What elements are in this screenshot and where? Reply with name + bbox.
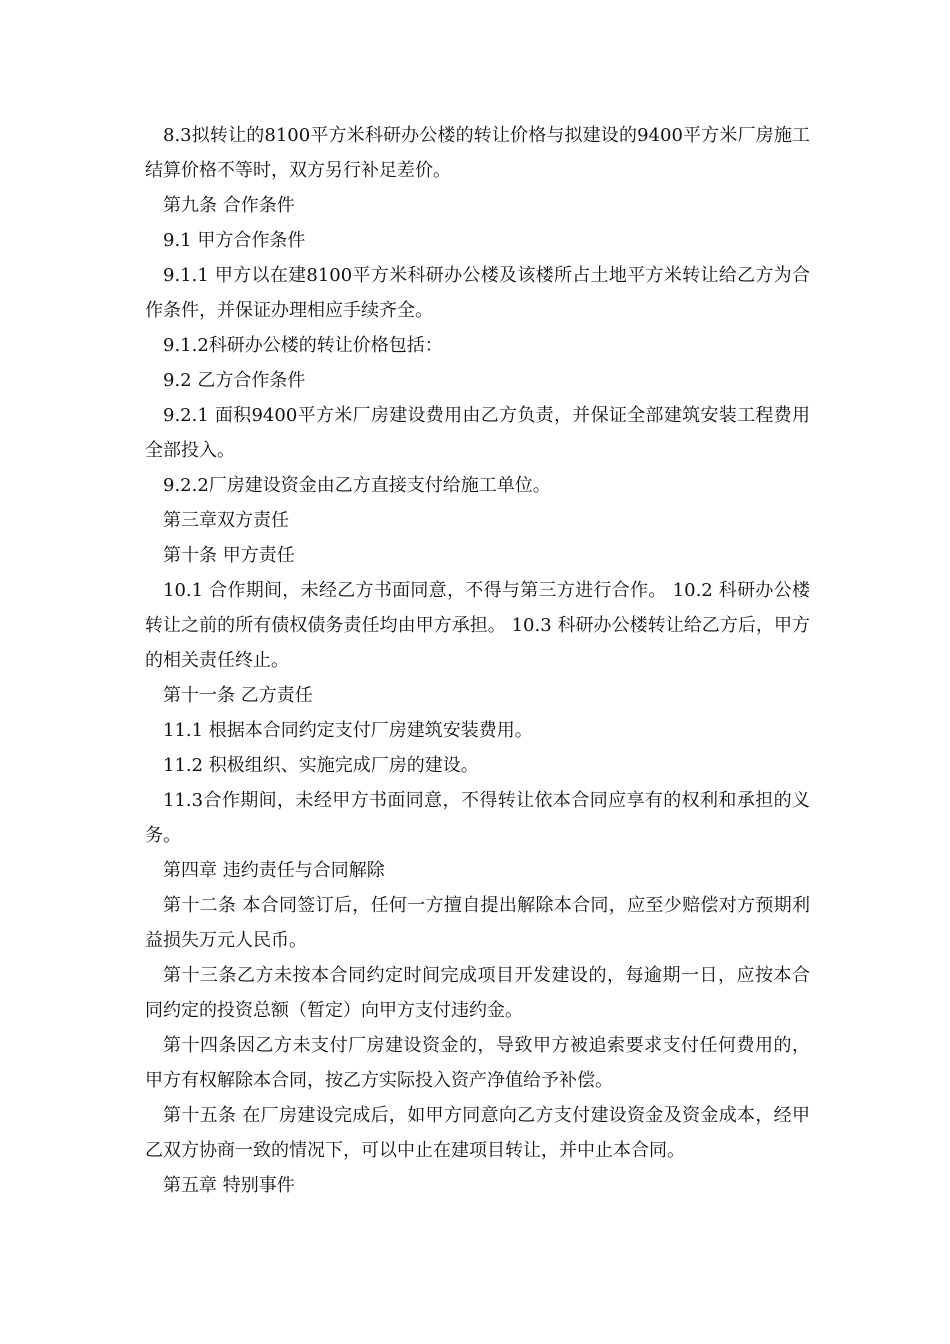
chapter-3-heading: 第三章双方责任 (163, 510, 289, 531)
chapter-5-heading: 第五章 特别事件 (163, 1175, 295, 1196)
clause-11-2: 11.2 积极组织、实施完成厂房的建设。 (163, 755, 479, 776)
clause-9-2-heading: 9.2 乙方合作条件 (163, 370, 306, 391)
clause-9-1-1: 9.1.1 甲方以在建8100平方米科研办公楼及该楼所占土地平方米转让给乙方为合作条件，并保证办理相应手续齐全。 (145, 265, 810, 321)
article-13: 第十三条乙方未按本合同约定时间完成项目开发建设的，每逾期一日，应按本合同约定的投资总额（暂定）向甲方支付违约金。 (145, 965, 810, 1021)
clause-9-2-1: 9.2.1 面积9400平方米厂房建设费用由乙方负责，并保证全部建筑安装工程费用全部投入。 (145, 405, 810, 461)
clause-9-1-heading: 9.1 甲方合作条件 (163, 230, 306, 251)
chapter-4-heading: 第四章 违约责任与合同解除 (163, 860, 385, 881)
clause-8-3: 8.3拟转让的8100平方米科研办公楼的转让价格与拟建设的9400平方米厂房施工结算价格不等时，双方另行补足差价。 (145, 125, 810, 181)
article-12: 第十二条 本合同签订后，任何一方擅自提出解除本合同，应至少赔偿对方预期利益损失万元人民币。 (145, 895, 810, 951)
article-9-heading: 第九条 合作条件 (163, 195, 295, 216)
article-15: 第十五条 在厂房建设完成后，如甲方同意向乙方支付建设资金及资金成本，经甲乙双方协商一致的情况下，可以中止在建项目转让，并中止本合同。 (145, 1105, 810, 1161)
clauses-10-1-to-10-3: 10.1 合作期间，未经乙方书面同意，不得与第三方进行合作。 10.2 科研办公楼转让之前的所有债权债务责任均由甲方承担。 10.3 科研办公楼转让给乙方后，甲方的相关责任终止。 (145, 580, 810, 671)
document-body (145, 118, 810, 1203)
article-14: 第十四条因乙方未支付厂房建设资金的，导致甲方被追索要求支付任何费用的，甲方有权解除本合同，按乙方实际投入资产净值给予补偿。 (145, 1035, 810, 1091)
article-10-heading: 第十条 甲方责任 (163, 545, 295, 566)
clause-11-1: 11.1 根据本合同约定支付厂房建筑安装费用。 (163, 720, 533, 741)
clause-11-3: 11.3合作期间，未经甲方书面同意，不得转让依本合同应享有的权利和承担的义务。 (145, 790, 810, 846)
clause-9-2-2: 9.2.2厂房建设资金由乙方直接支付给施工单位。 (163, 475, 551, 496)
article-11-heading: 第十一条 乙方责任 (163, 685, 313, 706)
clause-9-1-2: 9.1.2科研办公楼的转让价格包括： (163, 335, 443, 356)
